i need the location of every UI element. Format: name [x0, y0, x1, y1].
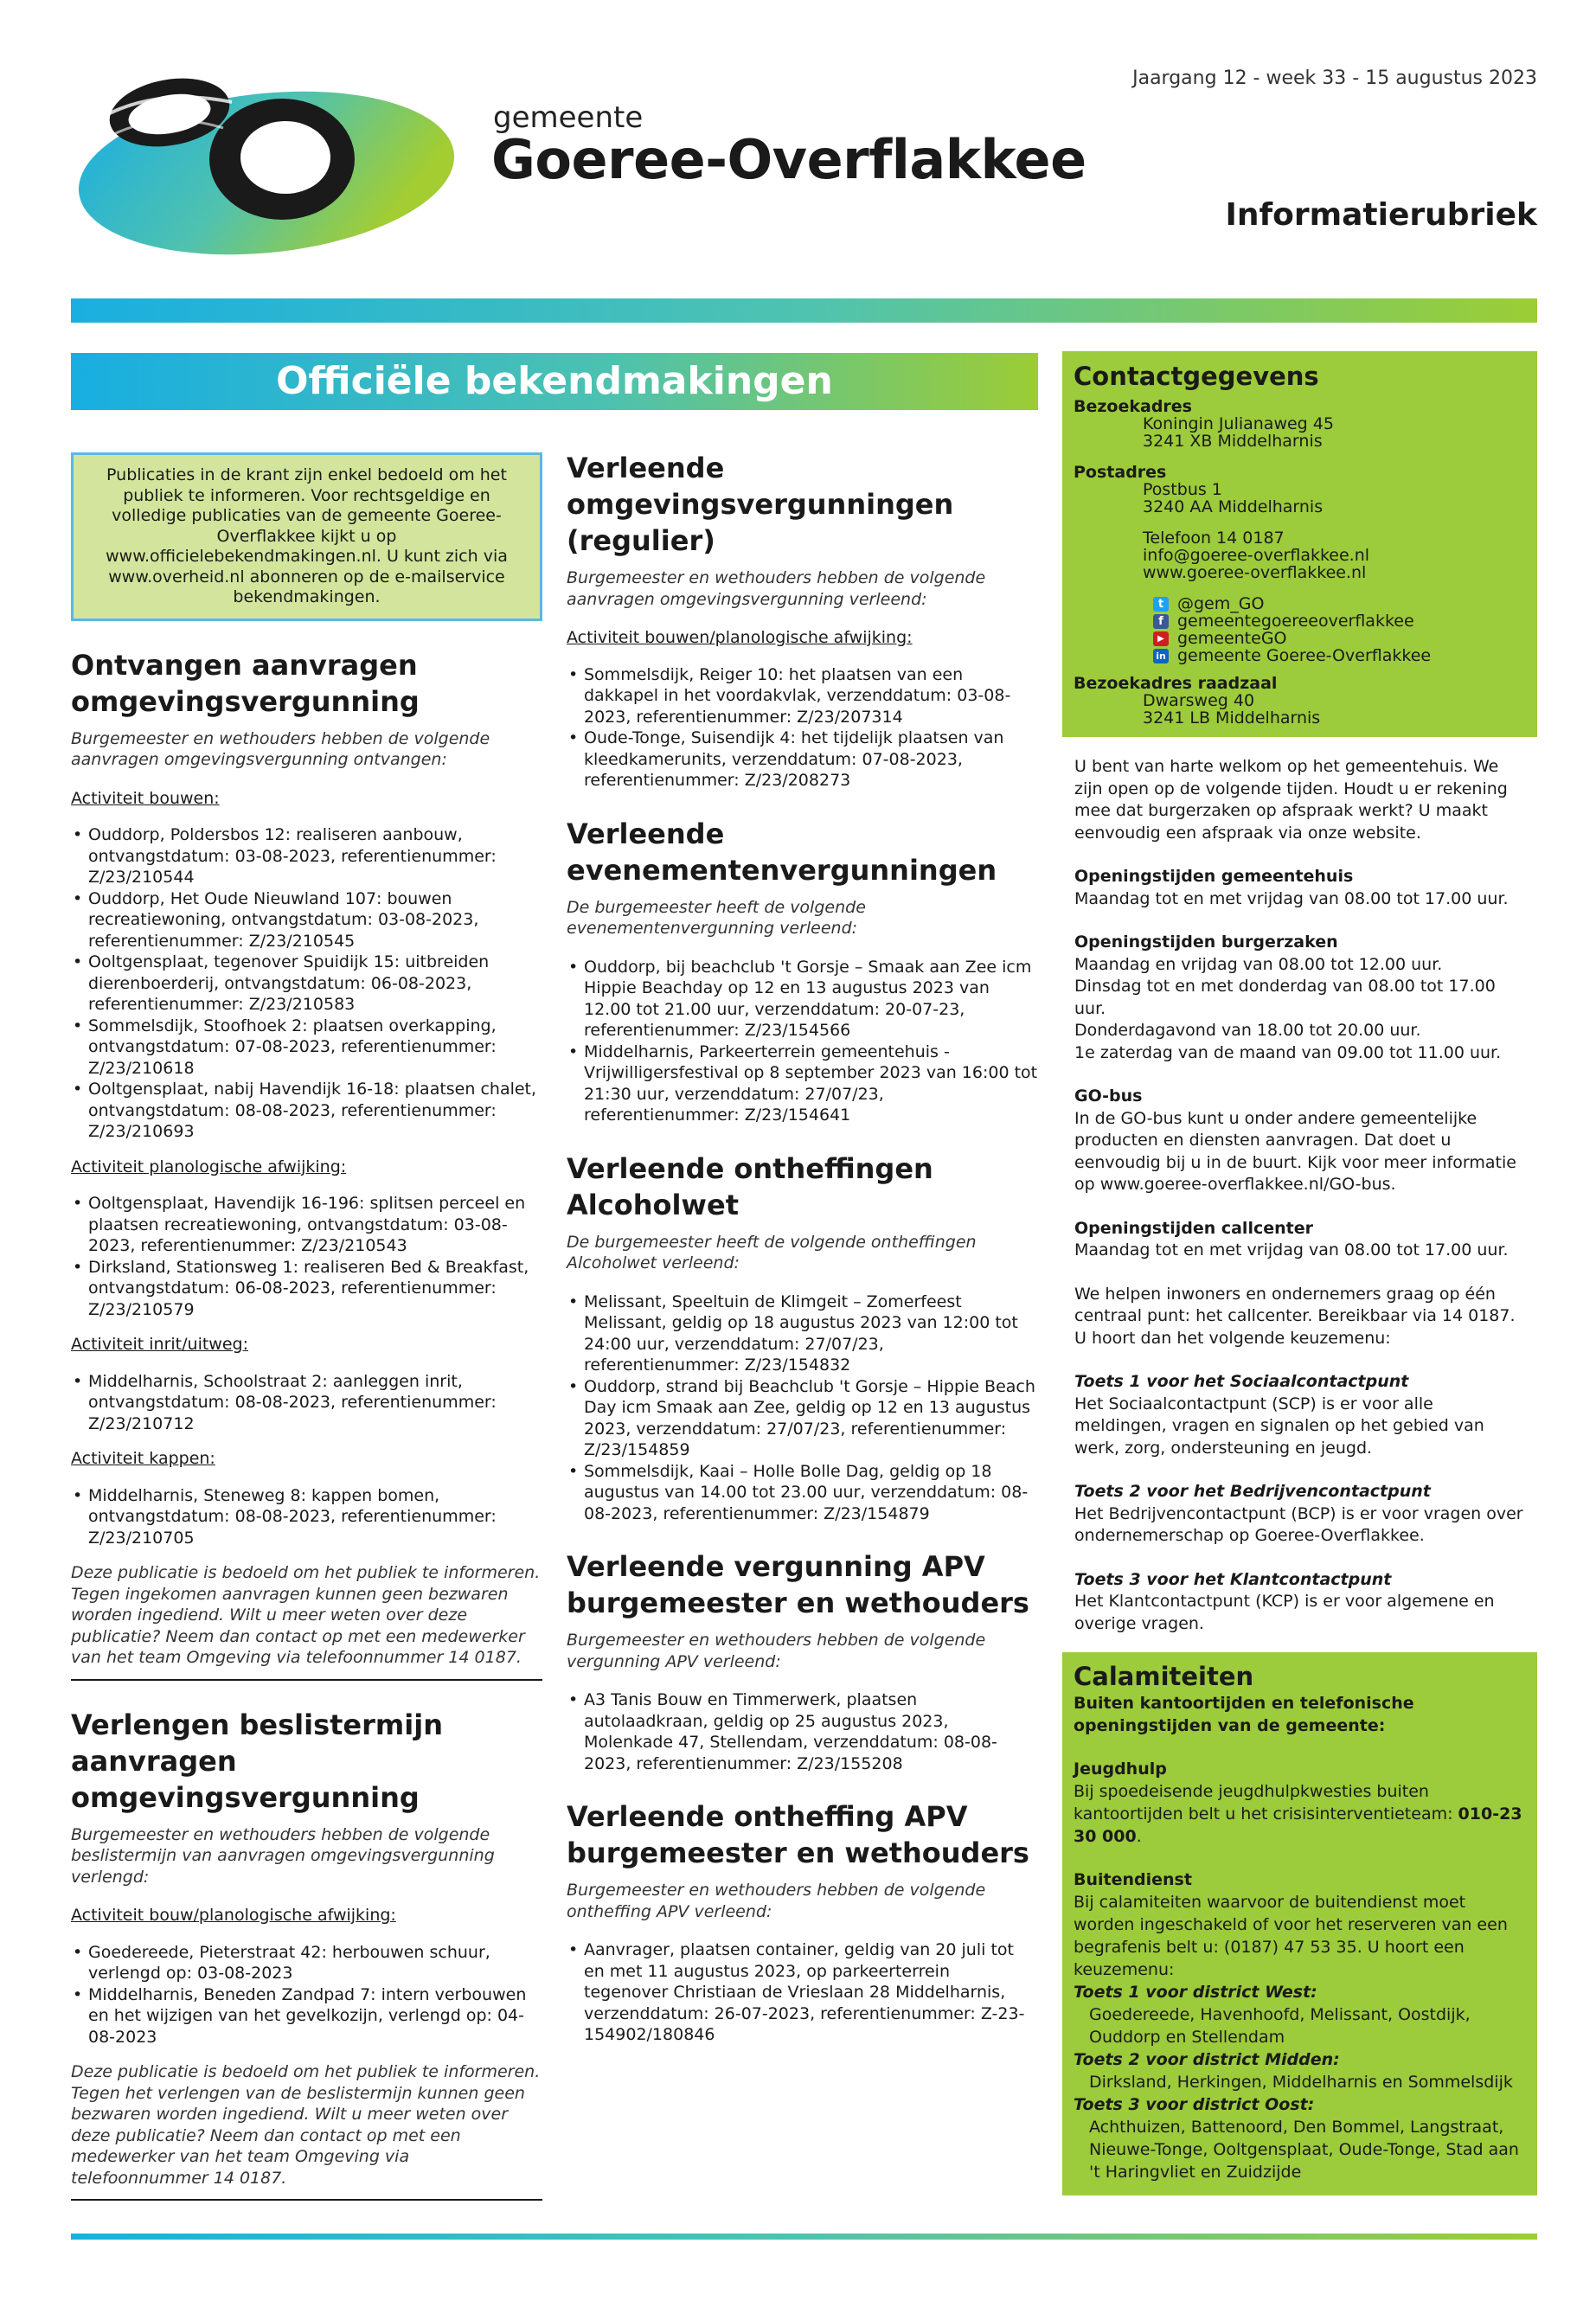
- section-extended-deadline: [71, 1707, 542, 2202]
- section-granted-permits: [567, 450, 1038, 792]
- address-line: 3241 XB Middelharnis: [1143, 432, 1323, 451]
- social-facebook[interactable]: [1074, 612, 1526, 630]
- youth-care-heading: Jeugdhulp: [1074, 1759, 1167, 1779]
- application-list: [71, 1942, 542, 2048]
- permit-list: [567, 664, 1038, 792]
- hours-text: Donderdagavond van 18.00 tot 20.00 uur.: [1074, 1021, 1421, 1040]
- list-item: • Ouddorp, Het Oude Nieuwland 107: bouwen recreatiewoning, ontvangstdatum: 03-08-2023, referentienummer: Z/23/210545: [71, 888, 542, 952]
- list-item: • Sommelsdijk, Stoofhoek 2: plaatsen overkapping, ontvangstdatum: 07-08-2023, referentienummer: Z/23/210618: [71, 1016, 542, 1080]
- list-item: • Sommelsdijk, Reiger 10: het plaatsen van een dakkapel in het voordakvlak, verzenddatum: 03-08-2023, referentienummer: Z/23/207314: [567, 664, 1038, 728]
- list-item: • Ooltgensplaat, tegenover Spuidijk 15: uitbreiden dierenboerderij, ontvangstdatum: 06-08-2023, referentienummer: Z/23/210583: [71, 952, 542, 1016]
- permit-list: [567, 957, 1038, 1126]
- facebook-icon: f: [1153, 614, 1169, 629]
- list-item: • Ouddorp, bij beachclub 't Gorsje – Smaak aan Zee icm Hippie Beachday op 12 en 13 augustus 2023 van 12.00 tot 21.00 uur, verzenddatum: 20-07-23, referentienummer: Z/23/154566: [567, 957, 1038, 1042]
- social-handle: gemeenteGO: [1177, 629, 1287, 648]
- social-handle: gemeentegoereeoverflakkee: [1177, 612, 1414, 631]
- hours-text: Maandag tot en met vrijdag van 08.00 tot 17.00 uur.: [1074, 1240, 1509, 1259]
- council-address-label: Bezoekadres raadzaal: [1074, 674, 1278, 693]
- list-item: • Middelharnis, Parkeerterrein gemeentehuis - Vrijwilligersfestival op 8 september 2023 van 16:00 tot 21:30 uur, verzenddatum: 27/07/23, referentienummer: Z/23/154641: [567, 1042, 1038, 1126]
- menu-option-title: Toets 2 voor het Bedrijvencontactpunt: [1074, 1482, 1431, 1501]
- contact-box: [1062, 351, 1537, 737]
- menu-option-text: Het Sociaalcontactpunt (SCP) is er voor alle meldingen, vragen en signalen op het gebied van werk, zorg, ondersteuning en jeugd.: [1074, 1394, 1484, 1458]
- gobus-heading: GO-bus: [1074, 1086, 1143, 1106]
- divider: [71, 2199, 542, 2201]
- youth-care-text: Bij spoedeisende jeugdhulpkwesties buiten kantoortijden belt u het crisisinterventieteam: 010-23 30 000.: [1074, 1782, 1522, 1846]
- list-item: • Oude-Tonge, Suisendijk 4: het tijdelijk plaatsen van kleedkamerunits, verzenddatum: 07-08-2023, referentienummer: Z/23/208273: [567, 727, 1038, 792]
- twitter-icon: t: [1153, 597, 1169, 612]
- section-title: Verleende omgevingsvergunningen (regulier): [567, 452, 954, 557]
- activity-label: Activiteit planologische afwijking:: [71, 1157, 347, 1176]
- application-list: [71, 1371, 542, 1435]
- district-places: Dirksland, Herkingen, Middelharnis en Sommelsdijk: [1089, 2073, 1513, 2092]
- list-item: • Middelharnis, Steneweg 8: kappen bomen, ontvangstdatum: 08-08-2023, referentienummer: Z/23/210705: [71, 1485, 542, 1549]
- list-item: • A3 Tanis Bouw en Timmerwerk, plaatsen autolaadkraan, geldig op 25 augustus 2023, Molenkade 47, Stellendam, verzenddatum: 08-08-2023, referentienummer: Z/23/155208: [567, 1689, 1038, 1774]
- district-title: Toets 3 voor district Oost:: [1074, 2095, 1315, 2114]
- hours-text: Maandag en vrijdag van 08.00 tot 12.00 uur.: [1074, 954, 1443, 974]
- section-footnote: Deze publicatie is bedoeld om het publiek te informeren. Tegen het verlengen van de beslistermijn kunnen geen bezwaren worden ingediend. Wilt u meer weten over deze publicatie? Neem dan contact op met een medewerker van het team Omgeving via telefoonnummer 14 0187.: [71, 2062, 541, 2188]
- issue-line: Jaargang 12 - week 33 - 15 augustus 2023: [1132, 67, 1537, 89]
- opening-hours-block: [1062, 737, 1537, 1635]
- calamities-subtitle: Buiten kantoortijden en telefonische openingstijden van de gemeente:: [1074, 1694, 1414, 1735]
- activity-label: Activiteit bouw/planologische afwijking:: [71, 1906, 396, 1925]
- section-event-permits: [567, 816, 1038, 1126]
- district-title: Toets 1 voor district West:: [1074, 1983, 1317, 2002]
- section-footnote: Deze publicatie is bedoeld om het publiek te informeren. Tegen ingekomen aanvragen kunnen geen bezwaren worden ingediend. Wilt u meer weten over deze publicatie? Neem dan contact op met een medewerker van het team Omgeving via telefoonnummer 14 0187.: [71, 1563, 541, 1667]
- linkedin-icon: in: [1153, 649, 1169, 663]
- section-title: Verlengen beslistermijn aanvragen omgevingsvergunning: [71, 1708, 443, 1814]
- brand-title: Goeree-Overflakkee: [491, 128, 1086, 191]
- section-intro: Burgemeester en wethouders hebben de volgende aanvragen omgevingsvergunning verleend:: [567, 568, 986, 609]
- list-item: • Dirksland, Stationsweg 1: realiseren Bed & Breakfast, ontvangstdatum: 06-08-2023, referentienummer: Z/23/210579: [71, 1257, 542, 1321]
- menu-option-text: Het Bedrijvencontactpunt (BCP) is er voor vragen over ondernemerschap op Goeree-Overflakkee.: [1074, 1503, 1523, 1545]
- list-item: • Ooltgensplaat, nabij Havendijk 16-18: plaatsen chalet, ontvangstdatum: 08-08-2023, referentienummer: Z/23/210693: [71, 1079, 542, 1143]
- phone-number: Telefoon 14 0187: [1143, 529, 1285, 548]
- section-intro: Burgemeester en wethouders hebben de volgende ontheffing APV verleend:: [567, 1881, 986, 1921]
- section-intro: De burgemeester heeft de volgende ontheffingen Alcoholwet verleend:: [567, 1232, 977, 1272]
- notice-box: Publicaties in de krant zijn enkel bedoeld om het publiek te informeren. Voor rechtsgeldige en volledige publicaties van de gemeente Goeree-Overflakkee kijkt u op www.officielebekendmakingen.nl. U kunt zich via www.overheid.nl abonneren op de e-mailservice bekendmakingen.: [71, 452, 542, 621]
- crisis-phone: 010-23 30 000: [1074, 1804, 1522, 1846]
- social-youtube[interactable]: [1074, 630, 1526, 647]
- address-line: 3240 AA Middelharnis: [1143, 497, 1324, 516]
- activity-label: Activiteit inrit/uitweg:: [71, 1335, 248, 1354]
- section-banner: Officiële bekendmakingen: [71, 353, 1038, 410]
- section-intro: Burgemeester en wethouders hebben de volgende beslistermijn van aanvragen omgevingsvergunning verlengd:: [71, 1824, 495, 1887]
- activity-label: Activiteit kappen:: [71, 1449, 215, 1468]
- social-linkedin[interactable]: [1074, 647, 1526, 664]
- calamities-title: Calamiteiten: [1074, 1662, 1254, 1691]
- address-line: Postbus 1: [1143, 480, 1222, 499]
- section-intro: De burgemeester heeft de volgende evenementenvergunning verleend:: [567, 897, 866, 938]
- post-address-label: Postadres: [1074, 463, 1167, 482]
- section-title: Verleende evenementenvergunningen: [567, 817, 997, 887]
- outdoor-service-heading: Buitendienst: [1074, 1870, 1192, 1889]
- section-title: Verleende ontheffingen Alcoholwet: [567, 1151, 933, 1221]
- district-places: Achthuizen, Battenoord, Den Bommel, Langstraat, Nieuwe-Tonge, Ooltgensplaat, Oude-Tonge, Stad aan 't Haringvliet en Zuidzijde: [1089, 2118, 1519, 2182]
- visit-address-label: Bezoekadres: [1074, 397, 1192, 416]
- address-line: Koningin Julianaweg 45: [1143, 414, 1334, 433]
- application-list: [71, 1485, 542, 1549]
- section-apv-exemption: [567, 1798, 1038, 2046]
- social-handle: gemeente Goeree-Overflakkee: [1177, 646, 1432, 665]
- district-title: Toets 2 voor district Midden:: [1074, 2050, 1340, 2069]
- hours-text: Dinsdag tot en met donderdag van 08.00 tot 17.00 uur.: [1074, 977, 1496, 1018]
- list-item: • Goedereede, Pieterstraat 42: herbouwen schuur, verlengd op: 03-08-2023: [71, 1942, 542, 1984]
- website-link[interactable]: www.goeree-overflakkee.nl: [1143, 563, 1367, 582]
- municipality-logo: [67, 67, 500, 258]
- rubric-title: Informatierubriek: [1225, 197, 1537, 233]
- section-intro: Burgemeester en wethouders hebben de volgende vergunning APV verleend:: [567, 1631, 986, 1671]
- district-places: Goedereede, Havenhoofd, Melissant, Oostdijk, Ouddorp en Stellendam: [1089, 2005, 1471, 2047]
- menu-option-text: Het Klantcontactpunt (KCP) is er voor algemene en overige vragen.: [1074, 1592, 1495, 1633]
- contact-title: Contactgegevens: [1074, 362, 1319, 391]
- middle-column: [567, 450, 1038, 2070]
- activity-label: Activiteit bouwen:: [71, 788, 220, 808]
- section-title: Verleende ontheffing APV burgemeester en wethouders: [567, 1800, 1029, 1869]
- list-item: • Melissant, Speeltuin de Klimgeit – Zomerfeest Melissant, geldig op 18 augustus 2023 van 12:00 tot 24:00 uur, verzenddatum: 27/07/23, referentienummer: Z/23/154832: [567, 1292, 1038, 1376]
- hours-text: 1e zaterdag van de maand van 09.00 tot 11.00 uur.: [1074, 1042, 1502, 1062]
- application-list: [71, 1193, 542, 1320]
- list-item: • Ooltgensplaat, Havendijk 16-196: splitsen perceel en plaatsen recreatiewoning, ontvangstdatum: 03-08-2023, referentienummer: Z/23/210543: [71, 1193, 542, 1257]
- list-item: • Sommelsdijk, Kaai – Holle Bolle Dag, geldig op 18 augustus van 14.00 tot 23.00 uur, verzenddatum: 08-08-2023, referentienummer: Z/23/154879: [567, 1461, 1038, 1525]
- section-title: Ontvangen aanvragen omgevingsvergunning: [71, 648, 420, 718]
- permit-list: [567, 1689, 1038, 1774]
- menu-option-title: Toets 3 voor het Klantcontactpunt: [1074, 1569, 1392, 1589]
- social-twitter[interactable]: [1074, 595, 1526, 612]
- list-item: • Middelharnis, Beneden Zandpad 7: intern verbouwen en het wijzigen van het gevelkozijn, verlengd op: 04-08-2023: [71, 1984, 542, 2048]
- section-title: Verleende vergunning APV burgemeester en wethouders: [567, 1550, 1029, 1619]
- menu-option-title: Toets 1 voor het Sociaalcontactpunt: [1074, 1372, 1409, 1391]
- permit-list: [567, 1292, 1038, 1525]
- address-line: Dwarsweg 40: [1143, 691, 1255, 710]
- hours-heading: Openingstijden callcenter: [1074, 1218, 1313, 1238]
- divider: [71, 1679, 542, 1681]
- left-column: [71, 452, 542, 2225]
- activity-label: Activiteit bouwen/planologische afwijking:: [567, 628, 913, 647]
- hours-heading: Openingstijden gemeentehuis: [1074, 867, 1354, 886]
- youtube-icon: ▶: [1153, 631, 1169, 646]
- welcome-text: U bent van harte welkom op het gemeentehuis. We zijn open op de volgende tijden. Houdt u er rekening mee dat burgerzaken op afspraak werkt? U maakt eenvoudig een afspraak via onze website.: [1074, 757, 1508, 843]
- email-link[interactable]: info@goeree-overflakkee.nl: [1143, 546, 1370, 565]
- gobus-text: In de GO-bus kunt u onder andere gemeentelijke producten en diensten aanvragen. Dat doet u eenvoudig bij u in de buurt. Kijk voor meer informatie op www.goeree-overflakkee.nl/GO-bus.: [1074, 1108, 1516, 1194]
- outdoor-service-text: Bij calamiteiten waarvoor de buitendienst moet worden ingeschakeld of voor het reserveren van een begrafenis belt u: (0187) 47 53 35. U hoort een keuzemenu:: [1074, 1893, 1508, 1979]
- section-apv-permit: [567, 1548, 1038, 1774]
- section-intro: Burgemeester en wethouders hebben de volgende aanvragen omgevingsvergunning ontvangen:: [71, 728, 490, 769]
- address-line: 3241 LB Middelharnis: [1143, 708, 1321, 727]
- top-gradient-bar: [71, 298, 1537, 323]
- hours-text: Maandag tot en met vrijdag van 08.00 tot 17.00 uur.: [1074, 888, 1509, 908]
- list-item: • Ouddorp, strand bij Beachclub 't Gorsje – Hippie Beach Day icm Smaak aan Zee, geldig op 12 en 13 augustus 2023, verzenddatum: 27/07/23, referentienummer: Z/23/154859: [567, 1376, 1038, 1461]
- permit-list: [567, 1939, 1038, 2046]
- application-list: [71, 824, 542, 1143]
- bottom-gradient-bar: [71, 2234, 1537, 2240]
- social-handle: @gem_GO: [1177, 594, 1265, 613]
- callcenter-text: We helpen inwoners en ondernemers graag op één centraal punt: het callcenter. Bereikbaar via 14 0187. U hoort dan het volgende keuzemenu:: [1074, 1284, 1516, 1348]
- list-item: • Middelharnis, Schoolstraat 2: aanleggen inrit, ontvangstdatum: 08-08-2023, referentienummer: Z/23/210712: [71, 1371, 542, 1435]
- page-header: [0, 0, 1596, 294]
- hours-heading: Openingstijden burgerzaken: [1074, 933, 1338, 952]
- section-alcohol-exemptions: [567, 1150, 1038, 1525]
- right-column: [1062, 351, 1537, 2195]
- brand-subtitle: gemeente: [493, 100, 644, 135]
- list-item: • Ouddorp, Poldersbos 12: realiseren aanbouw, ontvangstdatum: 03-08-2023, referentienummer: Z/23/210544: [71, 824, 542, 888]
- section-received-applications: [71, 647, 542, 1681]
- calamities-box: [1062, 1652, 1537, 2195]
- list-item: • Aanvrager, plaatsen container, geldig van 20 juli tot en met 11 augustus 2023, op parkeerterrein tegenover Christiaan de Vrieslaan 28 Middelharnis, verzenddatum: 26-07-2023, referentienummer: Z-23-154902/180846: [567, 1939, 1038, 2046]
